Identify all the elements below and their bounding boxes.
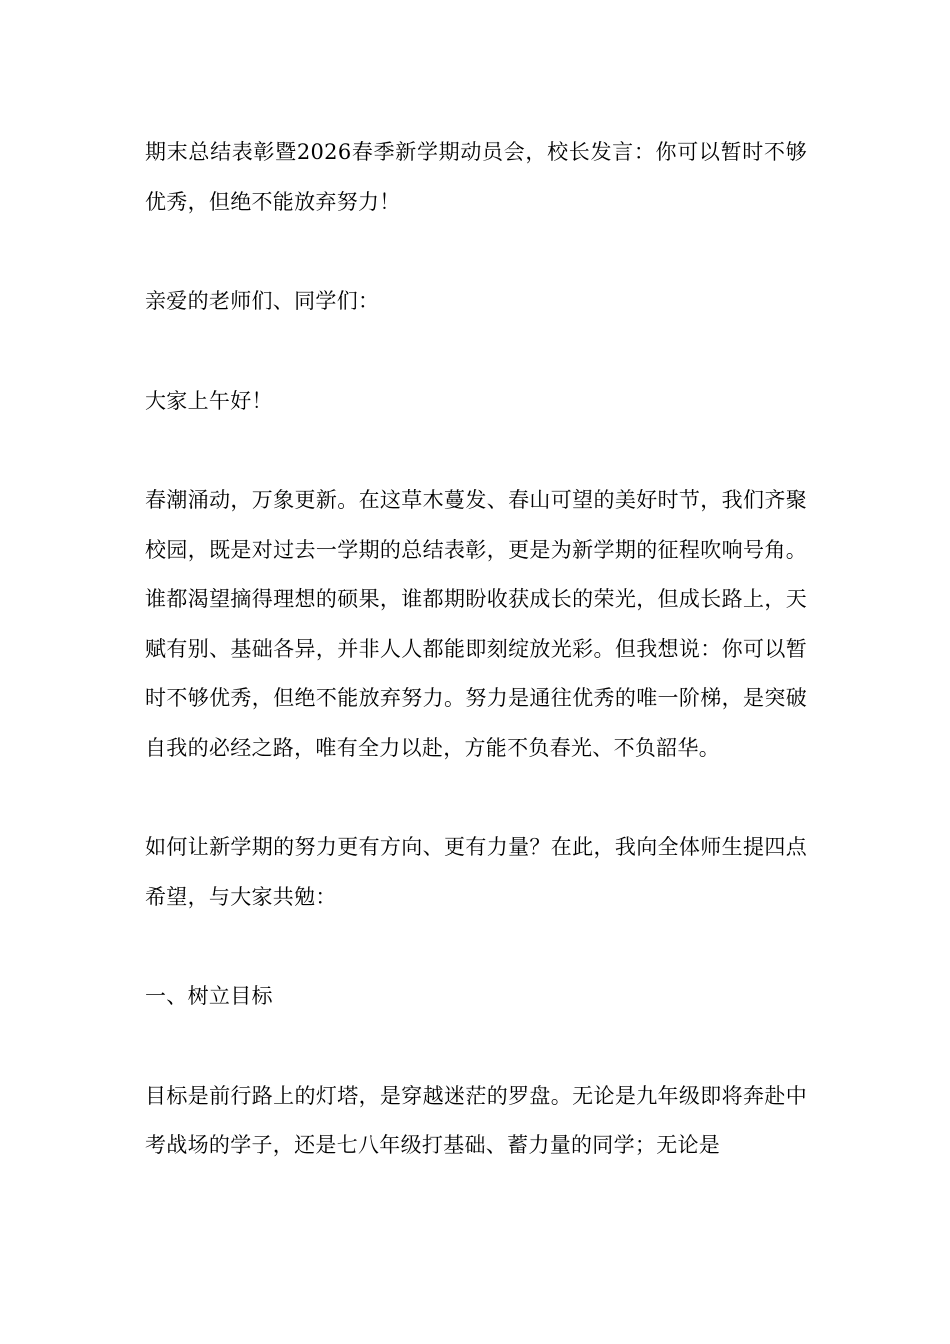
body-paragraph-3: 目标是前行路上的灯塔，是穿越迷茫的罗盘。无论是九年级即将奔赴中考战场的学子，还是七八年级打基础、蓄力量的同学；无论是 xyxy=(145,1083,807,1157)
body-paragraph-2: 如何让新学期的努力更有方向、更有力量？在此，我向全体师生提四点希望，与大家共勉： xyxy=(145,835,807,909)
body-paragraph-1: 春潮涌动，万象更新。在这草木蔓发、春山可望的美好时节，我们齐聚校园，既是对过去一学期的总结表彰，更是为新学期的征程吹响号角。谁都渴望摘得理想的硕果，谁都期盼收获成长的荣光，但成长路上，天赋有别、基础各异，并非人人都能即刻绽放光彩。但我想说：你可以暂时不够优秀，但绝不能放弃努力。努力是通往优秀的唯一阶梯，是突破自我的必经之路，唯有全力以赴，方能不负春光、不负韶华。 xyxy=(145,488,807,760)
document-title: 期末总结表彰暨2026春季新学期动员会，校长发言：你可以暂时不够优秀，但绝不能放弃努力！ xyxy=(145,140,807,214)
document-body xyxy=(145,128,807,1221)
greeting: 大家上午好！ xyxy=(145,388,273,413)
salutation: 亲爱的老师们、同学们： xyxy=(145,289,380,313)
section-heading-1: 一、树立目标 xyxy=(145,984,273,1008)
